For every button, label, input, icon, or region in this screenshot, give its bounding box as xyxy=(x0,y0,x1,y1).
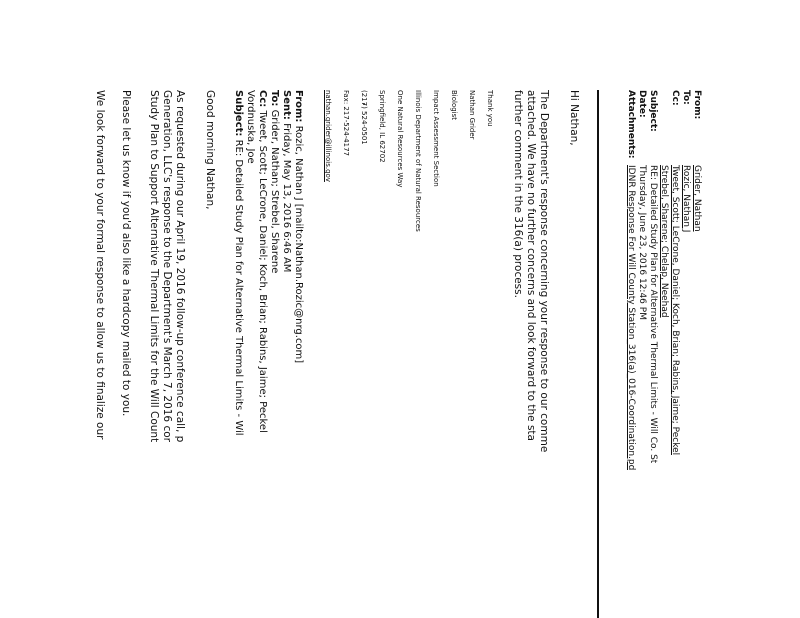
header-date-row xyxy=(636,90,647,610)
forward-cc-row-2: Vordnuska, Joe xyxy=(245,90,256,164)
fwd-to-label: To: xyxy=(269,90,280,107)
signature-city: Springfield, IL 62702 xyxy=(378,90,386,163)
from-value: Grider, Nathan xyxy=(692,165,702,232)
rotated-email-document xyxy=(90,90,702,610)
paragraph-3: Please let us know if you'd also like a hardcopy mailed to you. xyxy=(120,90,132,417)
header-subject-row xyxy=(647,90,658,610)
subject-label: Subject: xyxy=(648,90,658,132)
signature-name: Nathan Grider xyxy=(468,90,476,140)
signature-phone: (217) 524-0501 xyxy=(360,90,368,145)
fwd-cc-label: Cc: xyxy=(257,90,268,108)
signature-department: Illinois Department of Natural Resources xyxy=(414,90,422,232)
header-divider xyxy=(597,90,599,618)
signature-email-link[interactable]: nathan.grider@illinois.gov xyxy=(324,90,332,182)
header-attachments-row xyxy=(625,90,636,610)
forward-subject-row xyxy=(232,90,245,436)
date-value: Thursday, June 23, 2016 12:46 PM xyxy=(637,165,647,320)
header-cc-row-2 xyxy=(658,90,669,610)
to-value: Rozic, Nathan J xyxy=(681,165,691,233)
paragraph-2-line-2: Generation, LLC's response to the Department's March 7, 2016 cor xyxy=(161,90,173,442)
cc-label: Cc: xyxy=(670,90,680,106)
cc-value: Tweet, Scott; LeCrone, Daniel; Koch, Brian; Rabins, Jaime; Peckel xyxy=(670,165,680,456)
cc-value-continued: Strebel, Sharene; Chelap, Neehad xyxy=(659,165,669,318)
forward-sent-row xyxy=(280,90,293,272)
fwd-cc-value: Tweet, Scott; LeCrone, Daniel; Koch, Brian; Rabins, Jaime; Peckel xyxy=(257,110,268,433)
fwd-sent-value: Friday, May 13, 2016 6:46 AM xyxy=(281,123,292,273)
paragraph-1-line-1: The Department's response concerning your response to our comme xyxy=(538,90,550,453)
signature-fax: Fax: 217-524-4177 xyxy=(342,90,350,156)
header-cc-row xyxy=(669,90,680,610)
fwd-subject-label: Subject: xyxy=(233,90,244,137)
attachment-link[interactable]: IDNR Response For Will County Station_316(a)_016-Coordination.pd xyxy=(626,165,636,471)
fwd-from-label: From: xyxy=(293,90,304,123)
signature-street: One Natural Resources Way xyxy=(396,90,404,188)
signature-thanks: Thank you xyxy=(486,90,494,127)
greeting-2: Good morning Nathan, xyxy=(204,90,216,210)
fwd-from-value: Rozic, Nathan J [mailto:Nathan.Rozic@nrg.com] xyxy=(293,125,304,364)
email-header xyxy=(625,90,702,610)
subject-value: RE: Detailed Study Plan for Alternative Thermal Limits - Will Co. St xyxy=(648,165,658,464)
paragraph-2-line-1: As requested during our April 19, 2016 follow-up conference call, p xyxy=(174,90,186,443)
paragraph-2-line-3: Study Plan to Support Alternative Thermal Limits for the Will Count xyxy=(148,90,160,443)
forward-to-row xyxy=(268,90,281,273)
signature-section: Impact Assessment Section xyxy=(432,90,440,187)
attachments-label: Attachments: xyxy=(626,90,636,159)
date-label: Date: xyxy=(637,90,647,118)
greeting: Hi Nathan, xyxy=(568,90,580,146)
signature-title: Biologist xyxy=(450,90,458,121)
fwd-sent-label: Sent: xyxy=(281,90,292,120)
from-label: From: xyxy=(692,90,702,120)
to-label: To: xyxy=(681,90,691,105)
forward-from-row xyxy=(292,90,305,363)
forward-cc-row xyxy=(256,90,269,433)
fwd-to-value: Grider, Nathan; Strebel, Sharene xyxy=(269,109,280,274)
header-from-row xyxy=(691,90,702,610)
paragraph-4: We look forward to your formal response to allow us to finalize our xyxy=(94,90,106,440)
fwd-subject-value: RE: Detailed Study Plan for Alternative Thermal Limits - Wil xyxy=(233,139,244,436)
paragraph-1-line-3: further comment in the 316(a) process. xyxy=(512,90,524,298)
paragraph-1-line-2: attached. We have no further concerns and look forward to the sta xyxy=(525,90,537,441)
header-to-row xyxy=(680,90,691,610)
